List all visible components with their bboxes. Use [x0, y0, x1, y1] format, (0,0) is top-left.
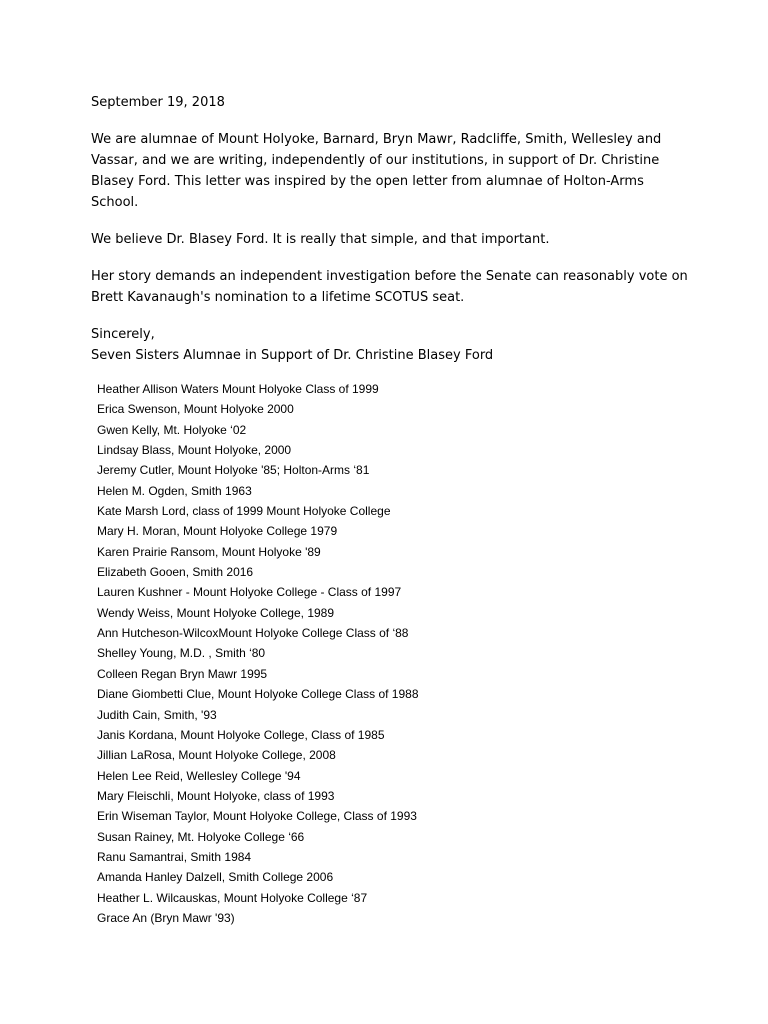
signature-item: Ranu Samantrai, Smith 1984: [97, 849, 252, 864]
signature-item: Kate Marsh Lord, class of 1999 Mount Holyoke College: [97, 504, 391, 519]
signature-item: Judith Cain, Smith, '93: [97, 707, 217, 722]
signature-item: Mary H. Moran, Mount Holyoke College 1979: [97, 524, 338, 539]
signature-item: Jeremy Cutler, Mount Holyoke '85; Holton-Arms ‘81: [97, 463, 370, 478]
signature-item: Karen Prairie Ransom, Mount Holyoke '89: [97, 544, 321, 559]
signature-item: Jillian LaRosa, Mount Holyoke College, 2008: [97, 748, 336, 763]
signature-item: Colleen Regan Bryn Mawr 1995: [97, 666, 268, 681]
letter-signoff: Seven Sisters Alumnae in Support of Dr. Christine Blasey Ford: [91, 348, 494, 363]
signature-item: Lindsay Blass, Mount Holyoke, 2000: [97, 443, 292, 458]
signature-item: Wendy Weiss, Mount Holyoke College, 1989: [97, 605, 335, 620]
signature-item: Ann Hutcheson-WilcoxMount Holyoke College Class of ‘88: [97, 626, 409, 641]
signature-item: Shelley Young, M.D. , Smith ‘80: [97, 646, 266, 661]
letter-paragraph-investigation: Her story demands an independent investigation before the Senate can reasonably vote on Brett Kavanaugh's nomination to a lifetime SCOTUS seat.: [91, 269, 688, 305]
signature-item: Susan Rainey, Mt. Holyoke College ‘66: [97, 829, 305, 844]
signature-item: Amanda Hanley Dalzell, Smith College 2006: [97, 870, 334, 885]
signature-item: Erin Wiseman Taylor, Mount Holyoke College, Class of 1993: [97, 809, 417, 824]
letter-body: [91, 92, 691, 382]
signature-list: [97, 379, 697, 928]
letter-closing-block: [91, 324, 691, 366]
signature-item: Mary Fleischli, Mount Holyoke, class of 1993: [97, 788, 335, 803]
signature-item: Erica Swenson, Mount Holyoke 2000: [97, 402, 294, 417]
signature-item: Janis Kordana, Mount Holyoke College, Class of 1985: [97, 727, 385, 742]
signature-item: Helen Lee Reid, Wellesley College '94: [97, 768, 301, 783]
signature-item: Gwen Kelly, Mt. Holyoke ‘02: [97, 422, 247, 437]
letter-date: September 19, 2018: [91, 95, 225, 110]
letter-closing: Sincerely,: [91, 327, 155, 342]
signature-item: Elizabeth Gooen, Smith 2016: [97, 565, 254, 580]
letter-paragraph-intro: We are alumnae of Mount Holyoke, Barnard, Bryn Mawr, Radcliffe, Smith, Wellesley and Vassar, and we are writing, independently of our institutions, in support of Dr. Christine Blasey Ford. This letter was inspired by the open letter from alumnae of Holton-Arms School.: [91, 132, 662, 210]
signature-item: Lauren Kushner - Mount Holyoke College - Class of 1997: [97, 585, 402, 600]
signature-item: Heather Allison Waters Mount Holyoke Class of 1999: [97, 382, 379, 396]
signature-item: Heather L. Wilcauskas, Mount Holyoke College ‘87: [97, 890, 368, 905]
signature-item: Diane Giombetti Clue, Mount Holyoke College Class of 1988: [97, 687, 419, 702]
signature-item: Helen M. Ogden, Smith 1963: [97, 483, 252, 498]
signature-item: Grace An (Bryn Mawr '93): [97, 910, 235, 925]
letter-paragraph-belief: We believe Dr. Blasey Ford. It is really that simple, and that important.: [91, 232, 550, 247]
